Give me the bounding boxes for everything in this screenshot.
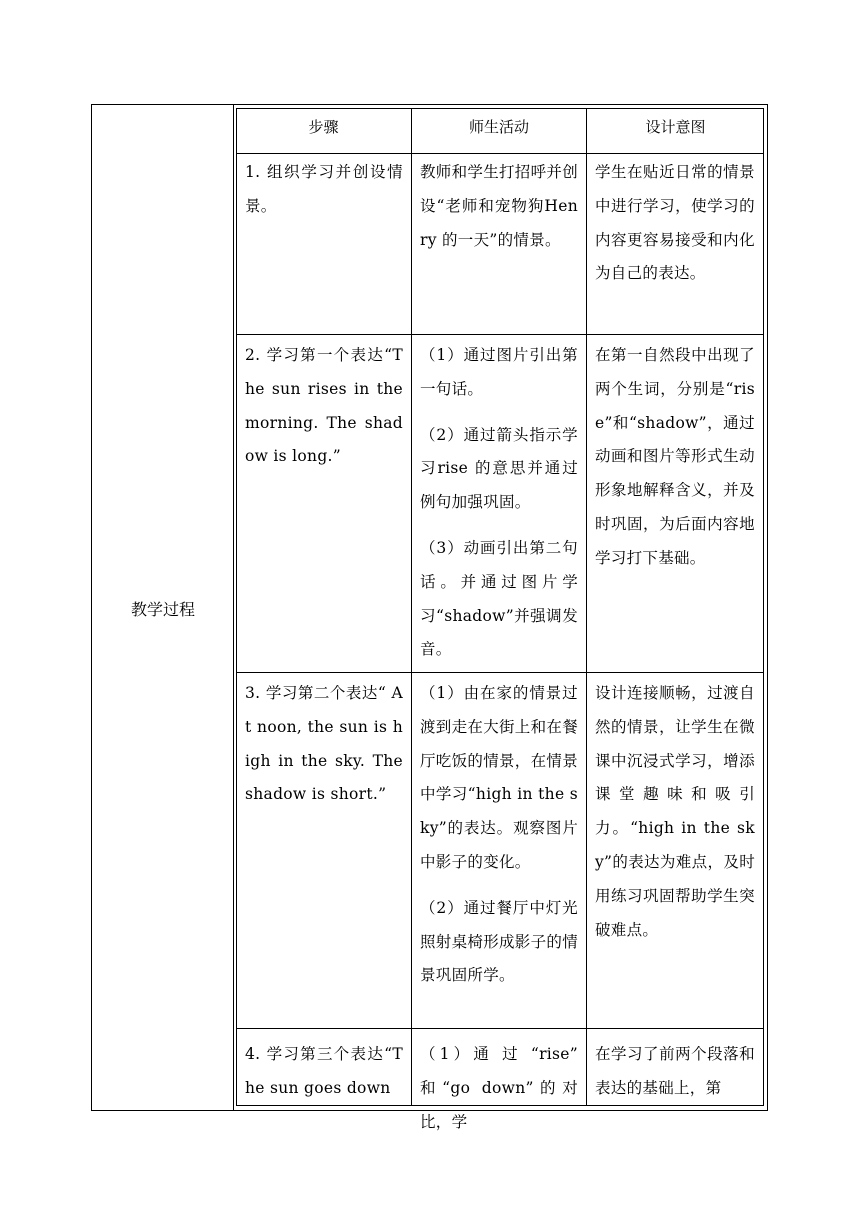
header-activities: 师生活动 xyxy=(468,118,529,136)
row2-intent: 在第一自然段中出现了两个生词，分别是“rise”和“shadow”，通过动画和图片等形式生动形象地解释含义，并及时巩固，为后面内容地学习打下基础。 xyxy=(595,346,755,567)
row1-intent: 学生在贴近日常的情景中进行学习，使学习的内容更容易接受和内化为自己的表达。 xyxy=(595,163,755,283)
row-divider-1 xyxy=(236,334,764,335)
row2-activities: （1）通过图片引出第一句话。 （2）通过箭头指示学习rise 的意思并通过例句加强巩固。 （3）动画引出第二句话。并通过图片学习“shadow”并强调发音。 xyxy=(420,346,578,659)
row2-step: 2. 学习第一个表达“The sun rises in the morning. The shadow is long.” xyxy=(245,346,403,466)
row4-intent: 在学习了前两个段落和表达的基础上，第 xyxy=(595,1045,755,1097)
row1-step: 1. 组织学习并创设情景。 xyxy=(245,163,403,215)
row4-step: 4. 学习第三个表达“The sun goes down xyxy=(245,1045,403,1097)
row-divider-3 xyxy=(236,1028,764,1029)
row4-activities: （1）通 过 “rise” 和“go down”的对比，学 xyxy=(420,1045,578,1131)
row3-activities: （1）由在家的情景过渡到走在大街上和在餐厅吃饭的情景，在情景中学习“high in the sky”的表达。观察图片中影子的变化。 （2）通过餐厅中灯光照射桌椅形成影子的情景巩固所学。 xyxy=(420,684,579,985)
row3-intent: 设计连接顺畅，过渡自然的情景，让学生在微课中沉浸式学习，增添课堂趣味和吸引力。“high in the sky”的表达为难点，及时用练习巩固帮助学生突破难点。 xyxy=(595,684,755,939)
row1-activities: 教师和学生打招呼并创设“老师和宠物狗Henry 的一天”的情景。 xyxy=(420,163,579,249)
header-intent: 设计意图 xyxy=(645,118,706,136)
row3-step: 3. 学习第二个表达“ At noon, the sun is high in the sky. The shadow is short.” xyxy=(245,684,403,804)
header-step: 步骤 xyxy=(308,118,339,136)
row-divider-2 xyxy=(236,672,764,673)
section-label: 教学过程 xyxy=(130,600,195,619)
